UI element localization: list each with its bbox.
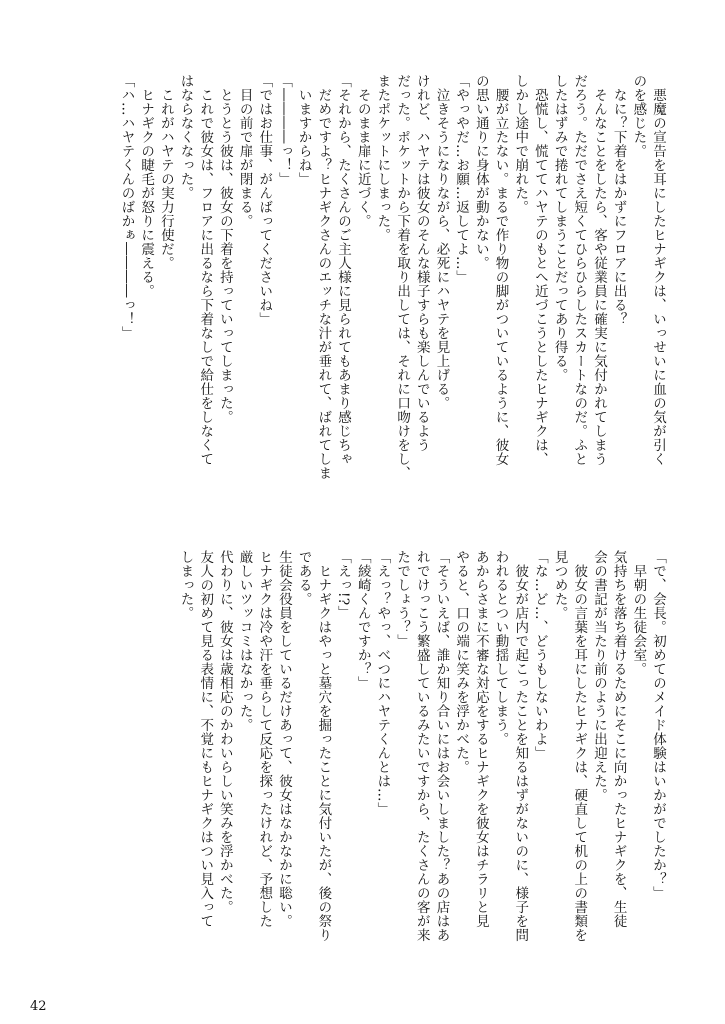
text-column: 悪魔の宣告を耳にしたヒナギクは、いっせいに血の気が引く (650, 87, 666, 466)
text-column: 「な…ど…、どうもしないわよ」 (531, 550, 548, 760)
text-column: のを感じた。 (630, 74, 647, 158)
text-column: 目の前で扉が閉まる。 (236, 87, 253, 228)
text-column: いますからね」 (295, 87, 312, 186)
text-column: 彼女の言葉を耳にしたヒナギクは、硬直して机の上の書類を (571, 563, 588, 942)
text-column: なに？下着をはかずにフロアに出る？ (610, 87, 627, 326)
text-column: 会の書記が当たり前のように出迎えた。 (590, 550, 607, 802)
text-column: 彼女が店内で起こったことを知るはずがないのに、様子を問 (512, 563, 529, 942)
text-column: 「綾崎くんですか？」 (354, 550, 371, 690)
text-column: 厳しいツッコミはなかった。 (236, 550, 253, 732)
text-column: 友人の初めて見る表情に、不覚にもヒナギクはつい見入って (197, 550, 214, 928)
text-column: しまった。 (177, 550, 194, 620)
text-column: これがハヤテの実力行使だ。 (157, 87, 174, 270)
text-column: だめですよ？ヒナギクさんのエッチな汁が垂れて、ばれてしま (315, 87, 332, 480)
text-column: あからさまに不審な対応をするヒナギクを彼女はチラリと見 (472, 550, 489, 928)
text-column: ヒナギクは冷や汗を垂らして反応を探ったけれど、予想した (256, 550, 273, 928)
text-column: 見つめた。 (551, 550, 568, 620)
page-number: 42 (30, 999, 47, 1014)
text-column: 代わりに、彼女は歳相応のかわいらしい笑みを浮かべた。 (216, 550, 233, 914)
text-column: 恐慌し、慌ててハヤテのもとへ近づこうとしたヒナギクは、 (531, 87, 548, 466)
text-column: 気持ちを落ち着けるためにそこに向かったヒナギクを、生徒 (610, 550, 627, 928)
text-column: 腰が立たない。まるで作り物の脚がついているように、彼女 (492, 87, 509, 466)
text-column: の思い通りに身体が動かない。 (472, 74, 489, 270)
text-column: 「やっやだ…お願…返してよ…」 (453, 74, 470, 284)
text-column: 「――――っ！」 (275, 74, 292, 186)
text-column: 「ではお仕事、がんばってくださいね」 (256, 74, 273, 326)
text-column: けれど、ハヤテは彼女のそんな様子すらも楽しんでいるよう (413, 74, 430, 452)
text-column: だろう。ただでさえ短くてひらひらしたスカートなのだ。ふと (571, 74, 588, 466)
text-column: 早朝の生徒会室。 (630, 563, 647, 676)
text-column: たでしょう？」 (394, 550, 411, 648)
text-column: またポケットにしまった。 (374, 74, 391, 242)
text-column: とうとう彼は、彼女の下着を持っていってしまった。 (216, 87, 233, 424)
text-column: われるとつい動揺してしまう。 (492, 550, 509, 746)
text-column: 「ハ…ハヤテくんのばかぁ――――っ！」 (118, 74, 135, 340)
text-column: 「そういえば、誰か知り合いにはお会いしました？あの店はあ (433, 550, 450, 942)
text-column: ヒナギクの睫毛が怒りに震える。 (138, 87, 155, 298)
text-column: ヒナギクはやっと墓穴を掘ったことに気付いたが、後の祭り (315, 563, 332, 942)
text-column: そんなことをしたら、客や従業員に確実に気付かれてしまう (590, 87, 607, 466)
text-column: 「で、会長。初めてのメイド体験はいかがでしたか？」 (650, 550, 666, 900)
text-column: 泣きそうになりながら、必死にハヤテを見上げる。 (433, 87, 450, 410)
text-column: しかし途中で崩れた。 (512, 74, 529, 214)
text-column: したはずみで捲れてしまうことだってあり得る。 (551, 74, 568, 382)
text-column: である。 (295, 550, 312, 606)
text-column: 「えっ？やっ、べつにハヤテくんとは…」 (374, 550, 391, 816)
text-column: これで彼女は、フロアに出るなら下着なしで給仕をしなくて (197, 87, 214, 466)
text-column: はならなくなった。 (177, 74, 194, 200)
text-column: れでけっこう繁盛しているみたいですから、たくさんの客が来 (413, 550, 430, 942)
text-column: そのまま扉に近づく。 (354, 87, 371, 228)
upper-text-block (69, 74, 667, 486)
text-column: 「それから、たくさんのご主人様に見られてもあまり感じちゃ (335, 74, 351, 466)
text-column: 生徒会役員をしているだけあって、彼女はなかなかに聡い。 (275, 550, 292, 928)
text-column: やると、口の端に笑みを浮かべた。 (453, 550, 470, 774)
lower-text-block (69, 550, 667, 970)
text-column: 「えっ!?」 (335, 550, 351, 620)
text-column: だった。ポケットから下着を取り出しては、それに口吻けをし、 (394, 74, 411, 480)
